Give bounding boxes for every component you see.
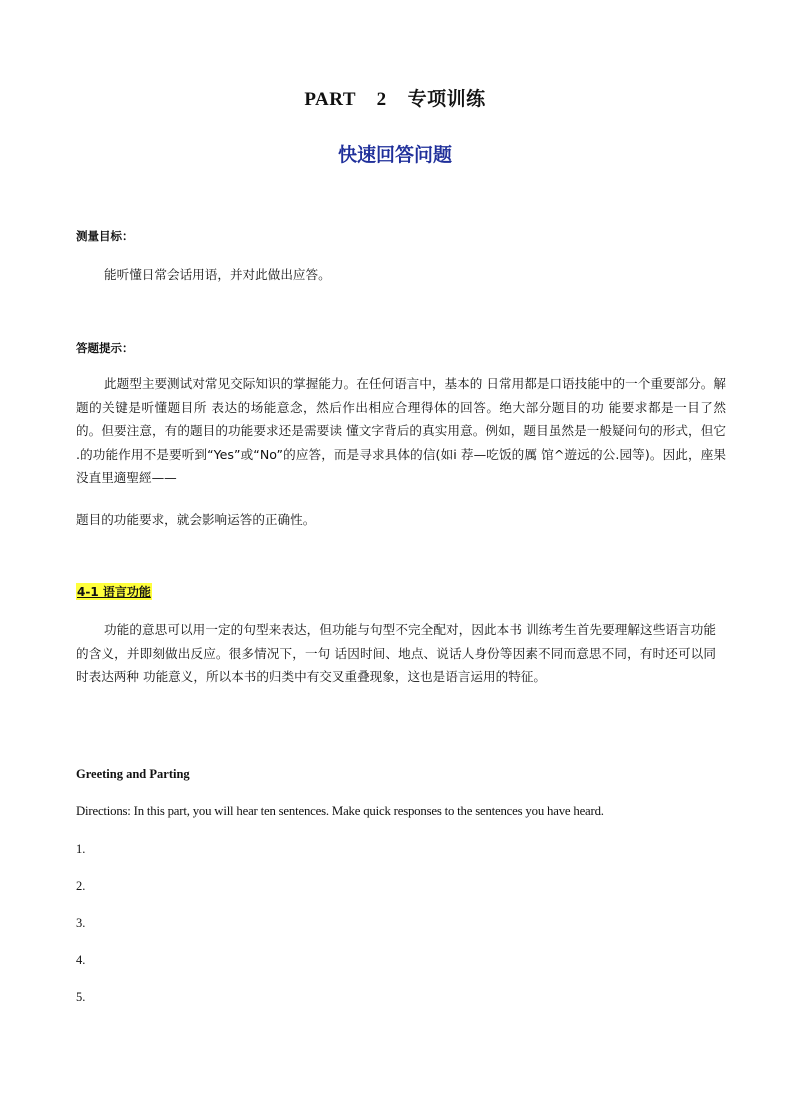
question-number: 4.: [76, 953, 86, 967]
question-number: 2.: [76, 879, 86, 893]
exercise-directions: Directions: In this part, you will hear ten sentences. Make quick responses to the sentences you have heard.: [76, 804, 604, 818]
section-subtitle: 快速回答问题: [337, 144, 452, 166]
question-number: 1.: [76, 842, 86, 856]
part-title: PART 2 专项训练: [304, 89, 486, 110]
question-number: 5.: [76, 990, 86, 1004]
tips-closing-line: 题目的功能要求，就会影响运答的正确性。: [76, 512, 316, 527]
measurement-text: 能听懂日常会话用语，并对此做出应答。: [104, 267, 331, 282]
question-number: 3.: [76, 916, 86, 930]
measurement-label: 测量目标：: [76, 229, 134, 243]
tips-paragraph: 此题型主要测试对常见交际知识的掌握能力。在任何语言中，基本的 日常用都是口语技能中的一个重要部分。解题的关键是听懂题目所 表达的场能意念，然后作出相应合理得体的回答。绝大部分题目的功 能要求都是一目了然的。但要注意，有的题目的功能要求还是需要读 懂文字背后的真实用意。例如，题目虽然是一般疑问句的形式，但它 .的功能作用不是要听到“Yes”或“No”的应答，而是寻求具体的信(如i 荐—吃饭的厲 馆^遊远的公.园等)。因此，座果没直里適聖經——: [76, 376, 726, 485]
section-heading-language-function: 4-1 语言功能: [77, 585, 151, 599]
tips-label: 答题提示：: [76, 341, 134, 355]
section-paragraph: 功能的意思可以用一定的句型来表达，但功能与句型不完全配对，因此本书 训练考生首先要理解这些语言功能的含义，并即刻做出反应。很多情况下，一句 话因时间、地点、说话人身份等因素不同而意思不同，有时还可以同时表达两种 功能意义，所以本书的归类中有交叉重叠现象，这也是语言运用的特征。: [76, 622, 716, 684]
exercise-heading: Greeting and Parting: [76, 767, 190, 781]
